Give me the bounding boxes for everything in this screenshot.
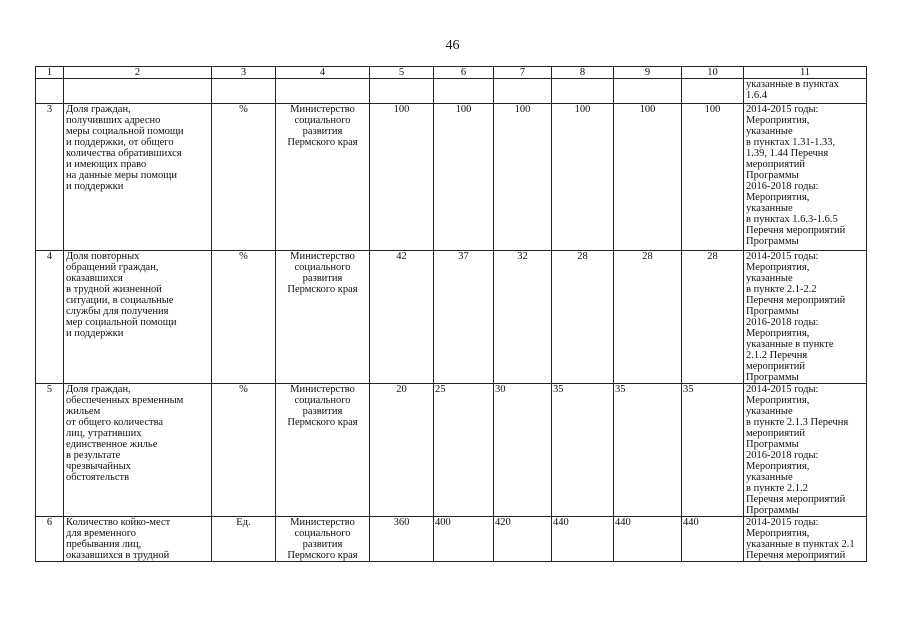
table-row — [36, 251, 867, 384]
measures-cell: 2014-2015 годы: Мероприятия, указанные в пункте 2.1-2.2 Перечня мероприятий Программы 2016-2018 годы: Мероприятия, указанные в пункте 2.1.2 Перечня мероприятий Программы — [744, 251, 867, 384]
value-cell: 30 — [494, 384, 552, 517]
indicator-cell: Количество койко-мест для временного пребывания лиц, оказавшихся в трудной — [64, 517, 212, 562]
value-cell: 28 — [552, 251, 614, 384]
table-row — [36, 517, 867, 562]
measures-cell: 2014-2015 годы: Мероприятия, указанные в пунктах 2.1 Перечня мероприятий — [744, 517, 867, 562]
value-cell: 20 — [370, 384, 434, 517]
value-cell: 35 — [682, 384, 744, 517]
value-cell: 100 — [434, 104, 494, 251]
value-cell: 440 — [614, 517, 682, 562]
header-cell: 3 — [212, 67, 276, 79]
measures-cell: 2014-2015 годы: Мероприятия, указанные в пункте 2.1.3 Перечня мероприятий Программы 2016-2018 годы: Мероприятия, указанные в пункте 2.1.2 Перечня мероприятий Программы — [744, 384, 867, 517]
unit-cell: % — [212, 104, 276, 251]
header-cell: 5 — [370, 67, 434, 79]
ministry-cell: Министерство социального развития Пермского края — [276, 517, 370, 562]
continuation-row — [36, 79, 867, 104]
value-cell: 100 — [494, 104, 552, 251]
row-number: 4 — [36, 251, 64, 384]
table-row — [36, 384, 867, 517]
header-cell: 8 — [552, 67, 614, 79]
value-cell: 37 — [434, 251, 494, 384]
indicator-cell: Доля граждан, получивших адресно меры социальной помощи и поддержки, от общего количества обратившихся и имеющих право на данные меры помощи и поддержки — [64, 104, 212, 251]
row-number: 6 — [36, 517, 64, 562]
ministry-cell: Министерство социального развития Пермского края — [276, 104, 370, 251]
page-number: 46 — [445, 38, 460, 53]
unit-cell: % — [212, 384, 276, 517]
value-cell: 400 — [434, 517, 494, 562]
row-number: 3 — [36, 104, 64, 251]
header-cell: 7 — [494, 67, 552, 79]
value-cell: 440 — [682, 517, 744, 562]
row-number: 5 — [36, 384, 64, 517]
measures-cell: указанные в пунктах 1.6.4 — [744, 79, 867, 104]
header-cell: 2 — [64, 67, 212, 79]
ministry-cell: Министерство социального развития Пермского края — [276, 384, 370, 517]
unit-cell: Ед. — [212, 517, 276, 562]
header-cell: 1 — [36, 67, 64, 79]
header-cell: 4 — [276, 67, 370, 79]
value-cell: 28 — [614, 251, 682, 384]
value-cell: 440 — [552, 517, 614, 562]
header-cell: 10 — [682, 67, 744, 79]
value-cell: 100 — [614, 104, 682, 251]
header-cell: 9 — [614, 67, 682, 79]
value-cell: 360 — [370, 517, 434, 562]
value-cell: 100 — [552, 104, 614, 251]
value-cell: 28 — [682, 251, 744, 384]
table-row — [36, 104, 867, 251]
indicators-table — [35, 66, 867, 562]
value-cell: 35 — [614, 384, 682, 517]
value-cell: 35 — [552, 384, 614, 517]
header-cell: 11 — [744, 67, 867, 79]
value-cell: 32 — [494, 251, 552, 384]
indicator-cell: Доля граждан, обеспеченных временным жильем от общего количества лиц, утративших единственное жилье в результате чрезвычайных обстоятельств — [64, 384, 212, 517]
value-cell: 25 — [434, 384, 494, 517]
value-cell: 420 — [494, 517, 552, 562]
unit-cell: % — [212, 251, 276, 384]
ministry-cell: Министерство социального развития Пермского края — [276, 251, 370, 384]
value-cell: 100 — [682, 104, 744, 251]
value-cell: 42 — [370, 251, 434, 384]
measures-cell: 2014-2015 годы: Мероприятия, указанные в пунктах 1.31-1.33, 1.39, 1.44 Перечня мероприятий Программы 2016-2018 годы: Мероприятия, указанные в пунктах 1.6.3-1.6.5 Перечня мероприятий Программы — [744, 104, 867, 251]
indicator-cell: Доля повторных обращений граждан, оказавшихся в трудной жизненной ситуации, в социальные службы для получения мер социальной помощи и поддержки — [64, 251, 212, 384]
value-cell: 100 — [370, 104, 434, 251]
header-cell: 6 — [434, 67, 494, 79]
header-row — [36, 67, 867, 79]
